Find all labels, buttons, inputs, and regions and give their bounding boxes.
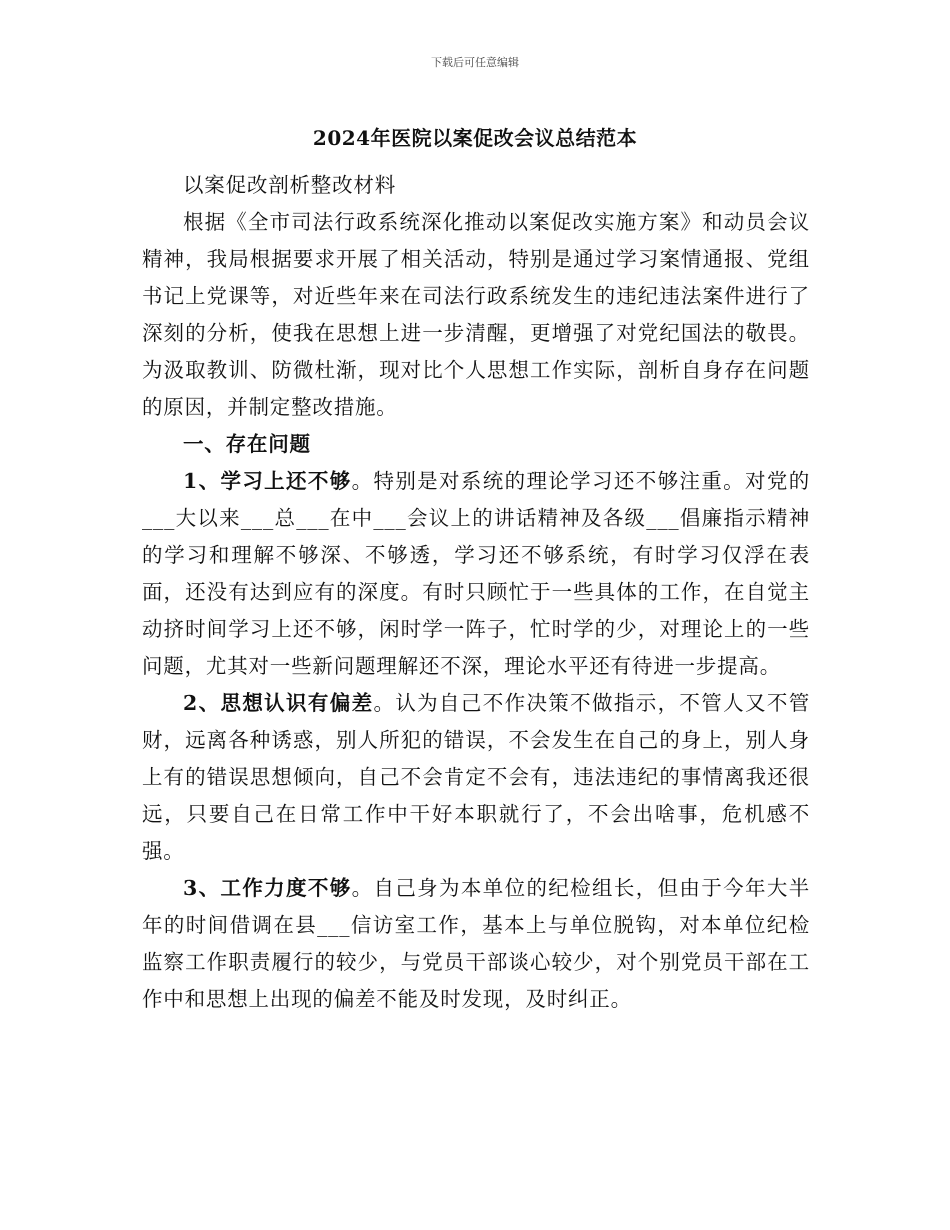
document-body	[142, 167, 810, 1018]
document-title: 2024年医院以案促改会议总结范本	[312, 126, 638, 150]
problem-item-3	[142, 870, 810, 1018]
intro-paragraph: 根据《全市司法行政系统深化推动以案促改实施方案》和动员会议精神，我局根据要求开展了相关活动，特别是通过学习案情通报、党组书记上党课等，对近些年来在司法行政系统发生的违纪违法案件进行了深刻的分析，使我在思想上进一步清醒，更增强了对党纪国法的敬畏。为汲取教训、防微杜渐，现对比个人思想工作实际，剖析自身存在问题的原因，并制定整改措施。	[142, 210, 810, 419]
problem-item-2	[142, 685, 810, 870]
problem-item-1	[142, 463, 810, 685]
problem-item-1-lead: 1、学习上还不够	[183, 469, 352, 493]
problem-item-3-text: 。自己身为本单位的纪检组长，但由于今年大半年的时间借调在县___信访室工作，基本上与单位脱钩，对本单位纪检监察工作职责履行的较少，与党员干部谈心较少，对个别党员干部在工作中和思想上出现的偏差不能及时发现，及时纠正。	[142, 876, 810, 1011]
problem-item-1-text: 。特别是对系统的理论学习还不够注重。对党的___大以来___总___在中___会议上的讲话精神及各级___倡廉指示精神的学习和理解不够深、不够透，学习还不够系统，有时学习仅浮在表面，还没有达到应有的深度。有时只顾忙于一些具体的工作，在自觉主动挤时间学习上还不够，闲时学一阵子，忙时学的少，对理论上的一些问题，尤其对一些新问题理解还不深，理论水平还有待进一步提高。	[142, 469, 810, 678]
problem-item-3-lead: 3、工作力度不够	[183, 876, 352, 900]
section-heading-problems: 一、存在问题	[183, 432, 311, 456]
problem-item-2-text: 。认为自己不作决策不做指示，不管人又不管财，远离各种诱惑，别人所犯的错误，不会发生在自己的身上，别人身上有的错误思想倾向，自己不会肯定不会有，违法违纪的事情离我还很远，只要自己在日常工作中干好本职就行了，不会出啥事，危机感不强。	[142, 691, 811, 863]
subtitle: 以案促改剖析整改材料	[183, 173, 396, 197]
header-note: 下载后可任意编辑	[431, 56, 519, 69]
problem-item-2-lead: 2、思想认识有偏差	[183, 691, 374, 715]
